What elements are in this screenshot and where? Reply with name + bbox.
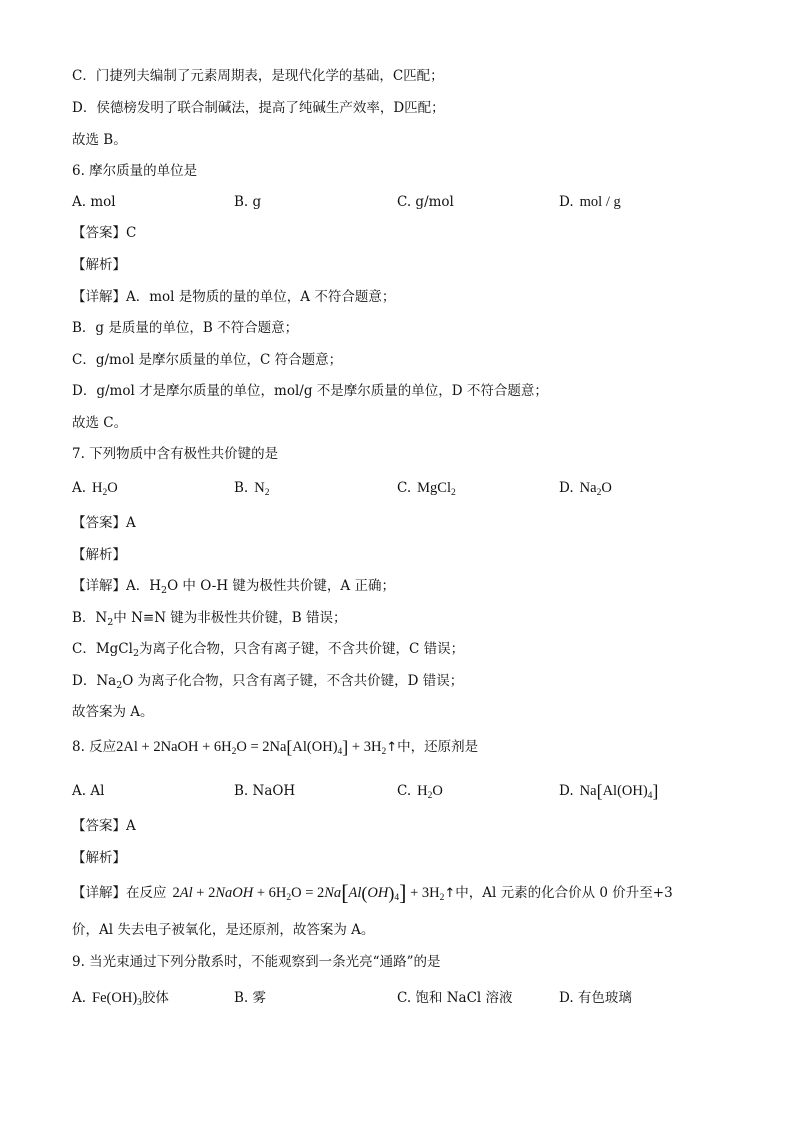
explanation-q8-b: 价，Al 失去电子被氧化，是还原剂，故答案为 A。	[72, 922, 375, 938]
q8-option-d	[559, 781, 658, 801]
x8-right-bracket: ]	[399, 880, 407, 905]
q7-d-formula-part: Na	[579, 480, 597, 496]
x7-c-pre: C．MgCl	[72, 641, 133, 657]
x8-al: Al	[179, 885, 193, 901]
explanation-q7-b	[72, 608, 347, 628]
q7-a-subscript: 2	[102, 488, 108, 498]
q9-option-a-label: A.	[72, 990, 87, 1006]
q8-eq-sub2: 2	[381, 747, 387, 757]
q6-option-b: B. g	[234, 194, 262, 210]
q7-option-a-label: A.	[72, 480, 87, 496]
x8-naoh: NaOH	[215, 885, 254, 901]
q8-eq-sub1: 2	[231, 747, 237, 757]
x7-d-sub: 2	[116, 680, 123, 691]
q9-option-d: D. 有色玻璃	[559, 990, 632, 1006]
q8-d-right-bracket: ]	[652, 781, 659, 801]
explanation-q7-d	[72, 671, 463, 691]
analysis-label-q7: 【解析】	[72, 547, 126, 563]
q8-d-left-bracket: [	[596, 781, 603, 801]
q7-option-c-label: C.	[397, 480, 412, 496]
q8-suffix: 中，还原剂是	[397, 739, 479, 755]
answer-q6: 【答案】C	[72, 225, 137, 241]
explanation-line-d-q5: D．侯德榜发明了联合制碱法，提高了纯碱生产效率，D匹配；	[72, 100, 445, 116]
q8-option-a: A. Al	[72, 783, 105, 799]
x7-c-post: 为离子化合物，只含有离子键，不含共价键，C 错误；	[139, 641, 465, 657]
conclusion-q6: 故选 C。	[72, 415, 128, 431]
up-arrow-icon: ↑	[386, 740, 398, 755]
analysis-label-q8: 【解析】	[72, 850, 126, 866]
conclusion-q5: 故选 B。	[72, 132, 127, 148]
x8-inner-al: Al	[348, 885, 362, 901]
x8-h2-sub-2: 2	[439, 893, 445, 903]
x8-right-paren: )	[388, 883, 395, 903]
q8-option-d-label: D.	[559, 783, 574, 799]
q7-b-subscript: 2	[264, 488, 270, 498]
question-9: 9. 当光束通过下列分散系时，不能观察到一条光亮“通路”的是	[72, 954, 441, 970]
x8-suffix: 中，Al 元素的化合价从 0 价升至+3	[455, 885, 673, 901]
answer-q8: 【答案】A	[72, 818, 136, 834]
q7-option-b	[234, 478, 269, 498]
q8-c-formula-part2: O	[432, 783, 443, 799]
x8-coef-1: 2	[172, 885, 180, 901]
question-8	[72, 737, 478, 758]
x7-b-sub: 2	[107, 617, 114, 628]
q9-option-a	[72, 988, 169, 1008]
q7-option-d	[559, 478, 612, 498]
q7-b-formula-part: N	[254, 480, 265, 496]
q8-d-formula-part: Na	[579, 783, 597, 799]
q8-option-c	[397, 781, 443, 801]
x7-d-post: O 为离子化合物，只含有离子键，不含共价键，D 错误；	[122, 673, 464, 689]
answer-q7: 【答案】A	[72, 515, 136, 531]
q8-d-inner: Al(OH)	[602, 783, 648, 799]
x7-a-post: O 中 O-H 键为极性共价键，A 正确；	[167, 578, 395, 594]
explanation-q7-c	[72, 639, 464, 659]
q6-option-c: C. g/mol	[397, 194, 454, 210]
up-arrow-icon: ↑	[444, 886, 456, 901]
q6-option-a: A. mol	[72, 194, 116, 210]
explanation-line-c-q5: C．门捷列夫编制了元素周期表，是现代化学的基础，C匹配；	[72, 68, 444, 84]
x8-plus-6h: + 6H	[253, 885, 287, 901]
q7-c-subscript: 2	[450, 488, 456, 498]
q8-prefix: 8. 反应	[72, 739, 117, 755]
x7-a-sub: 2	[161, 585, 168, 596]
q7-option-d-label: D.	[559, 480, 574, 496]
q7-d-formula-part2: O	[601, 480, 612, 496]
conclusion-q7: 故答案为 A。	[72, 704, 154, 720]
q7-a-formula-part2: O	[107, 480, 118, 496]
x8-oh: OH	[367, 885, 389, 901]
explanation-q6-b: B．g 是质量的单位，B 不符合题意；	[72, 320, 299, 336]
q8-eq-part2: O = 2Na	[236, 739, 287, 755]
q8-eq-inner-sub: 4	[337, 747, 343, 757]
question-7: 7. 下列物质中含有极性共价键的是	[72, 446, 279, 462]
q8-eq-inner: Al(OH)	[292, 739, 338, 755]
explanation-q7-a	[72, 576, 395, 596]
q8-c-subscript: 2	[427, 791, 433, 801]
x8-left-bracket: [	[341, 880, 349, 905]
q6-option-d	[559, 192, 621, 212]
q9-option-c: C. 饱和 NaCl 溶液	[397, 990, 513, 1006]
explanation-q6-d: D．g/mol 才是摩尔质量的单位，mol/g 不是摩尔质量的单位，D 不符合题意；	[72, 383, 548, 399]
x7-b-post: 中 N≡N 键为非极性共价键，B 错误；	[113, 610, 347, 626]
x8-inner-sub: 4	[394, 893, 400, 903]
x8-h2-sub: 2	[286, 893, 292, 903]
q9-a-text: 胶体	[141, 990, 169, 1006]
q8-d-subscript: 4	[647, 791, 653, 801]
q8-c-formula-part: H	[417, 783, 428, 799]
q8-option-b: B. NaOH	[234, 783, 296, 799]
analysis-label-q6: 【解析】	[72, 257, 126, 273]
q9-a-subscript: 3	[137, 998, 142, 1008]
x7-a-pre: 【详解】A．H	[72, 578, 162, 594]
q8-eq-part3: + 3H	[351, 739, 382, 755]
question-6: 6. 摩尔质量的单位是	[72, 163, 198, 179]
x8-o-equals-2: O = 2	[291, 885, 325, 901]
explanation-q6-c: C．g/mol 是摩尔质量的单位，C 符合题意；	[72, 352, 343, 368]
explanation-q8-a	[72, 880, 673, 905]
q7-option-c	[397, 478, 456, 498]
x8-plus-2: + 2	[192, 885, 216, 901]
q9-option-b: B. 雾	[234, 990, 267, 1006]
q8-eq-part1: 2Al + 2NaOH + 6H	[116, 739, 232, 755]
q6-option-d-label: D.	[559, 194, 574, 210]
q7-a-formula-part: H	[92, 480, 103, 496]
x8-prefix: 【详解】在反应	[72, 885, 167, 901]
x7-c-sub: 2	[132, 648, 139, 659]
x7-b-pre: B．N	[72, 610, 108, 626]
q9-a-formula-part: Fe(OH)	[92, 990, 138, 1006]
q6-option-d-value: mol / g	[579, 194, 621, 210]
q7-option-b-label: B.	[234, 480, 249, 496]
x8-left-paren: (	[361, 883, 368, 903]
x7-d-pre: D．Na	[72, 673, 117, 689]
q7-c-formula-part: MgCl	[417, 480, 451, 496]
q7-d-subscript: 2	[596, 488, 602, 498]
x8-na: Na	[324, 885, 342, 901]
q8-option-c-label: C.	[397, 783, 412, 799]
x8-plus-3h: + 3H	[406, 885, 440, 901]
q7-option-a	[72, 478, 118, 498]
q8-left-bracket: [	[286, 737, 293, 757]
q8-right-bracket: ]	[342, 737, 349, 757]
explanation-q6-a: 【详解】A．mol 是物质的量的单位，A 不符合题意；	[72, 289, 396, 305]
